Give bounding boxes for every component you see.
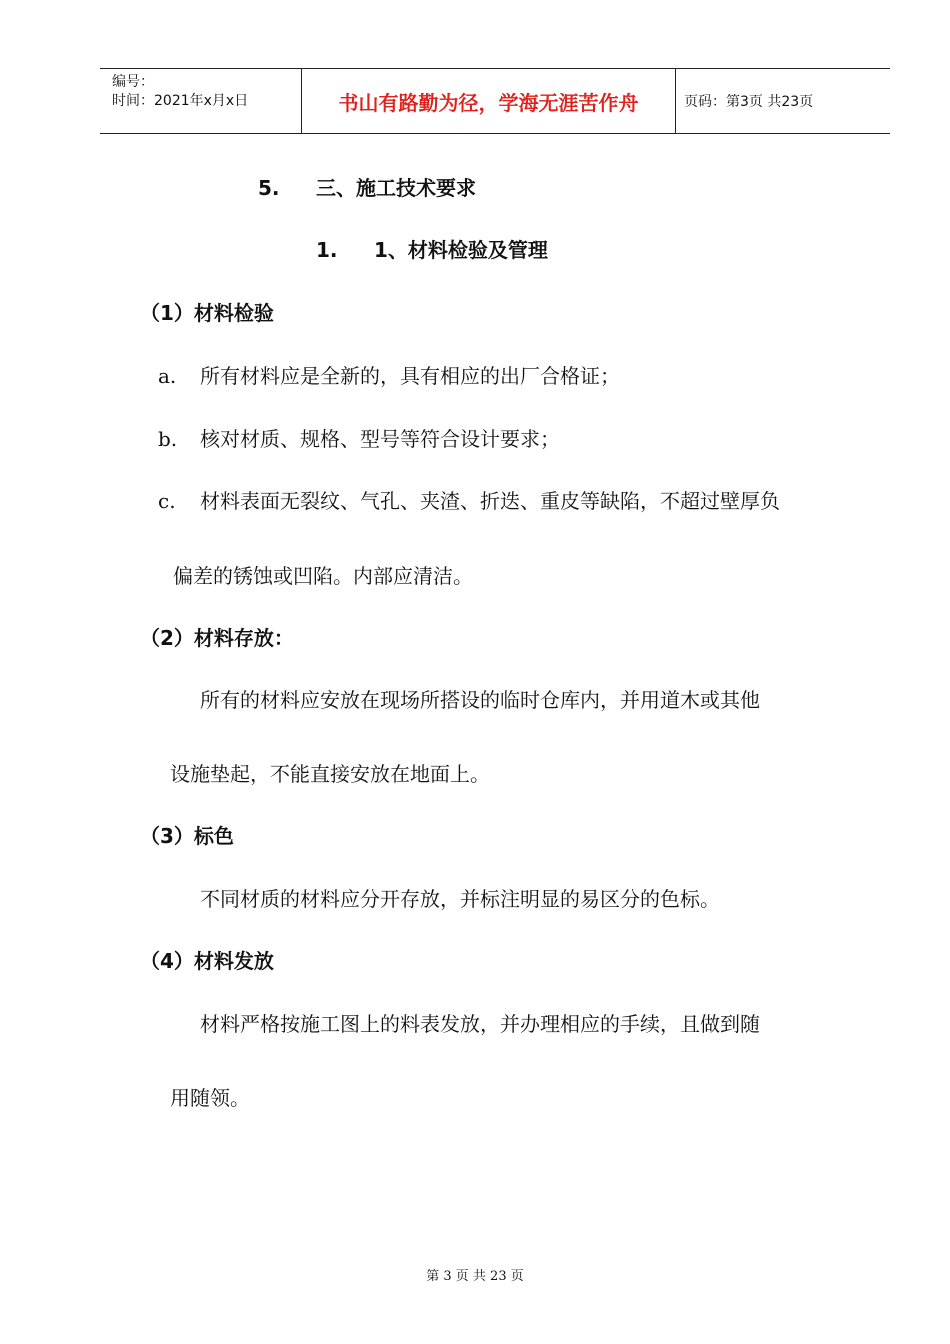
subsection-number: 1. bbox=[316, 238, 338, 262]
heading-material-storage: （2）材料存放： bbox=[140, 626, 294, 650]
header-meta bbox=[100, 69, 302, 133]
list-marker-b: b. bbox=[158, 427, 178, 451]
list-marker-a: a. bbox=[158, 364, 177, 388]
list-text-c: 材料表面无裂纹、气孔、夹渣、折迭、重皮等缺陷，不超过壁厚负 bbox=[200, 489, 780, 513]
subsection-title: 1、材料检验及管理 bbox=[374, 238, 548, 262]
paragraph-storage-line2: 设施垫起，不能直接安放在地面上。 bbox=[170, 762, 490, 786]
list-text-a: 所有材料应是全新的，具有相应的出厂合格证； bbox=[200, 364, 620, 388]
time-label: 时间：2021年x月x日 bbox=[112, 93, 249, 109]
list-text-b: 核对材质、规格、型号等符合设计要求； bbox=[200, 427, 560, 451]
header-page-info: 页码：第3页 共23页 bbox=[684, 94, 814, 110]
subsection-heading bbox=[316, 234, 548, 263]
header-motto: 书山有路勤为径，学海无涯苦作舟 bbox=[302, 69, 676, 133]
list-item-b bbox=[158, 423, 560, 452]
paragraph-issue-line2: 用随领。 bbox=[170, 1086, 250, 1110]
paragraph-issue-line1: 材料严格按施工图上的料表发放，并办理相应的手续，且做到随 bbox=[200, 1012, 760, 1036]
heading-material-inspection: （1）材料检验 bbox=[140, 301, 274, 325]
paragraph-storage-line1: 所有的材料应安放在现场所搭设的临时仓库内，并用道木或其他 bbox=[200, 688, 760, 712]
page-footer: 第 3 页 共 23 页 bbox=[426, 1269, 524, 1284]
section-heading bbox=[258, 172, 476, 201]
page-header bbox=[100, 68, 890, 134]
serial-label: 编号： bbox=[112, 74, 154, 90]
heading-color-marking: （3）标色 bbox=[140, 824, 234, 848]
list-item-a bbox=[158, 360, 620, 389]
section-title: 三、施工技术要求 bbox=[316, 176, 476, 200]
heading-material-issue: （4）材料发放 bbox=[140, 949, 274, 973]
section-number: 5. bbox=[258, 176, 280, 200]
list-text-c-continued: 偏差的锈蚀或凹陷。内部应清洁。 bbox=[173, 564, 473, 588]
list-item-c bbox=[158, 485, 780, 514]
list-marker-c: c. bbox=[158, 489, 176, 513]
paragraph-color-marking: 不同材质的材料应分开存放，并标注明显的易区分的色标。 bbox=[200, 887, 720, 911]
